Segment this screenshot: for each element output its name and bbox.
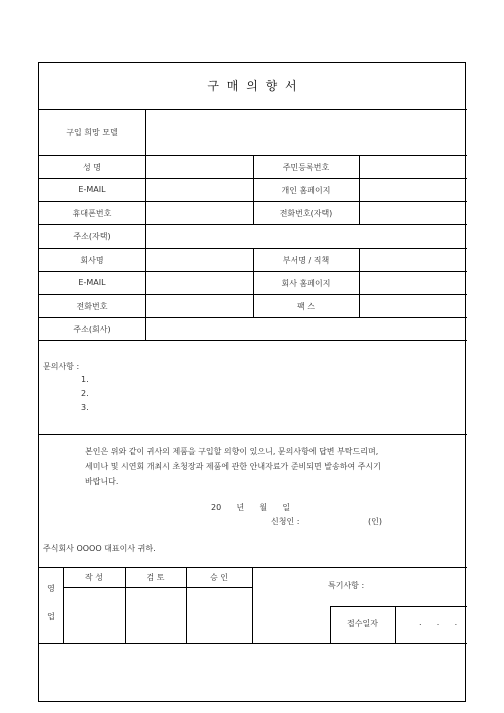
buyer-email-field[interactable] bbox=[146, 179, 252, 201]
recipient-line: 주식회사 OOOO 대표이사 귀하. bbox=[43, 544, 156, 553]
resident-no-field[interactable] bbox=[360, 156, 466, 178]
dept-title-field[interactable] bbox=[360, 249, 466, 271]
fax-field[interactable] bbox=[360, 295, 466, 317]
company-name-field[interactable] bbox=[146, 249, 252, 271]
row-divider bbox=[39, 643, 467, 644]
purchase-intent-form bbox=[38, 62, 466, 702]
company-name-label: 회사명 bbox=[80, 256, 104, 265]
review-sign-box[interactable] bbox=[126, 588, 185, 642]
author-sign-box[interactable] bbox=[64, 588, 124, 642]
applicant-label: 신청인 : bbox=[271, 517, 300, 526]
applicant-name-field[interactable] bbox=[316, 513, 366, 527]
form-title: 구 매 의 향 서 bbox=[207, 79, 299, 93]
approve-sign-box[interactable] bbox=[187, 588, 251, 642]
company-email-label: E-MAIL bbox=[78, 278, 106, 287]
resident-no-label: 주민등록번호 bbox=[282, 163, 330, 172]
model-field[interactable] bbox=[146, 110, 466, 155]
date-line: 20 년 월 일 bbox=[211, 503, 291, 512]
home-address-field[interactable] bbox=[146, 225, 466, 248]
row-divider bbox=[330, 606, 467, 607]
notes-field[interactable] bbox=[253, 568, 466, 605]
inquiry-item: 1. bbox=[81, 375, 89, 384]
buyer-email-label: E-MAIL bbox=[78, 185, 106, 194]
company-homepage-field[interactable] bbox=[360, 272, 466, 294]
dept-label: 업 bbox=[47, 612, 55, 621]
approval-col-review: 검 토 bbox=[146, 573, 165, 582]
buyer-name-label: 성 명 bbox=[83, 163, 101, 172]
inquiry-field[interactable] bbox=[99, 359, 459, 429]
seal-mark: (인) bbox=[368, 517, 382, 526]
approval-col-author: 작 성 bbox=[85, 573, 103, 582]
statement-line: 바랍니다. bbox=[85, 477, 119, 486]
home-phone-label: 전화번호(자택) bbox=[279, 209, 333, 218]
inquiry-item: 2. bbox=[81, 389, 89, 398]
mobile-field[interactable] bbox=[146, 202, 252, 224]
company-phone-field[interactable] bbox=[146, 295, 252, 317]
inquiry-item: 3. bbox=[81, 403, 89, 412]
model-label: 구입 희망 모델 bbox=[66, 128, 118, 137]
notes-label: 특기사항 : bbox=[328, 581, 365, 590]
row-divider bbox=[39, 434, 467, 435]
received-date-label: 접수일자 bbox=[347, 619, 378, 628]
approval-col-approve: 승 인 bbox=[210, 573, 228, 582]
row-divider bbox=[39, 340, 467, 341]
company-email-field[interactable] bbox=[146, 272, 252, 294]
received-date-value[interactable]: . . . bbox=[419, 618, 458, 627]
buyer-name-field[interactable] bbox=[146, 156, 252, 178]
home-address-label: 주소(자택) bbox=[73, 232, 111, 241]
mobile-label: 휴대폰번호 bbox=[72, 209, 112, 218]
inquiry-label: 문의사항 : bbox=[43, 362, 80, 371]
col-divider bbox=[395, 606, 396, 643]
buyer-homepage-field[interactable] bbox=[360, 179, 466, 201]
company-phone-label: 전화번호 bbox=[76, 302, 108, 311]
buyer-homepage-label: 개인 홈페이지 bbox=[281, 186, 331, 195]
company-homepage-label: 회사 홈페이지 bbox=[281, 279, 331, 288]
company-address-label: 주소(회사) bbox=[73, 325, 111, 334]
statement-line: 세미나 및 시연회 개최시 초청장과 제품에 관한 안내자료가 준비되면 발송하여 주시기 bbox=[85, 462, 381, 471]
fax-label: 팩 스 bbox=[297, 302, 315, 311]
dept-label: 영 bbox=[47, 584, 55, 593]
company-address-field[interactable] bbox=[146, 318, 466, 340]
dept-title-label: 부서명 / 직책 bbox=[282, 256, 330, 265]
statement-line: 본인은 위와 같이 귀사의 제품을 구입할 의향이 있으니, 문의사항에 답변 부탁드리며, bbox=[85, 447, 379, 456]
home-phone-field[interactable] bbox=[360, 202, 466, 224]
